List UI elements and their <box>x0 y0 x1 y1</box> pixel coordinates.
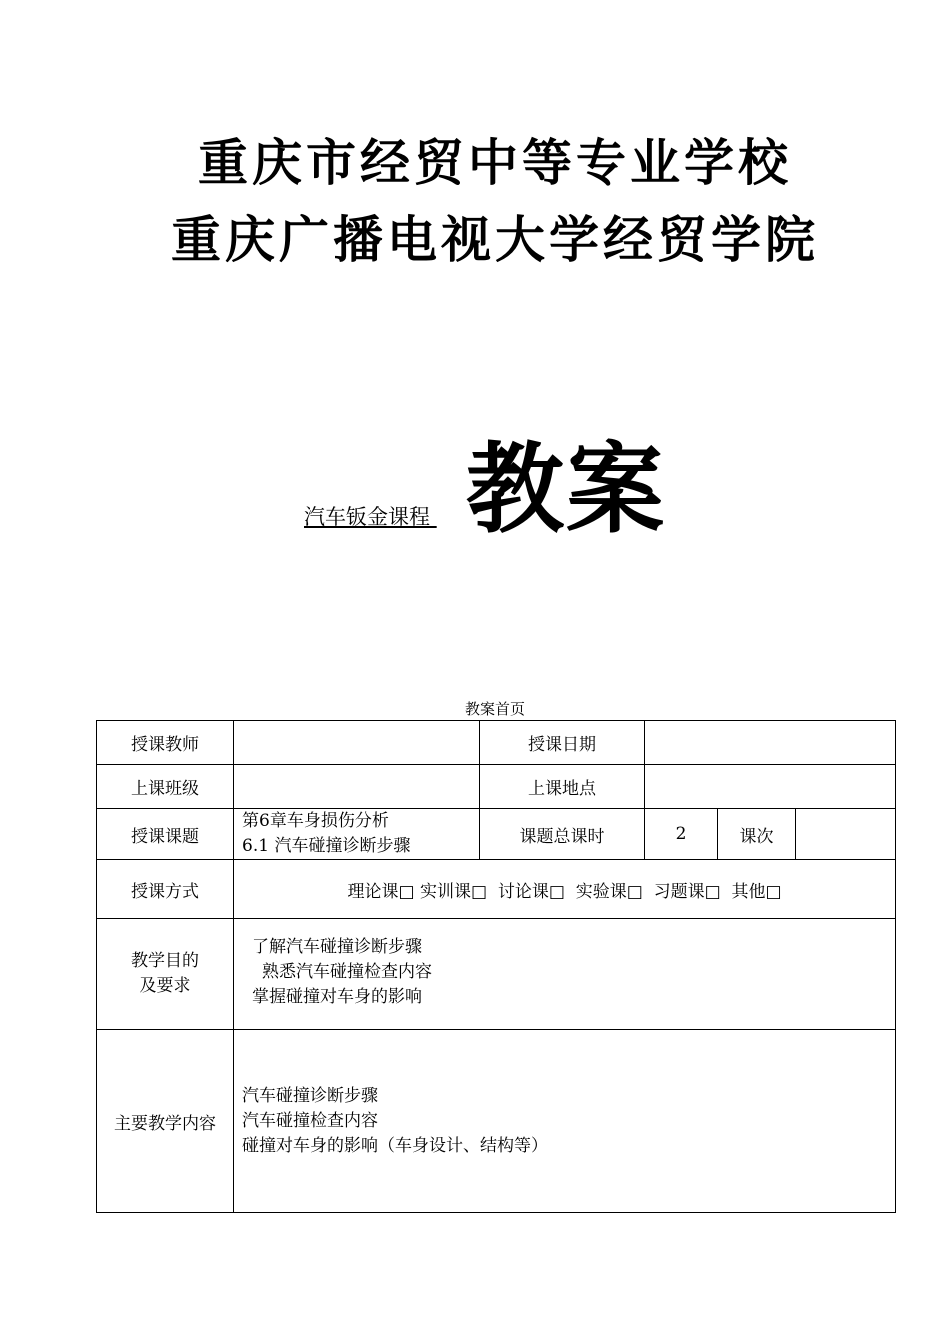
lesson-plan-table <box>96 720 896 1213</box>
table-row-teacher <box>97 721 896 765</box>
teacher-value <box>234 721 480 765</box>
table-row-topic <box>97 809 896 860</box>
school-name-line-2: 重庆广播电视大学经贸学院 <box>171 211 819 269</box>
teacher-label: 授课教师 <box>97 721 234 765</box>
class-label: 上课班级 <box>97 765 234 809</box>
location-value <box>645 765 896 809</box>
topic-value <box>234 809 480 860</box>
objectives-label <box>97 919 234 1030</box>
date-label: 授课日期 <box>480 721 645 765</box>
table-row-class <box>97 765 896 809</box>
topic-label: 授课课题 <box>97 809 234 860</box>
objectives-content <box>234 919 896 1030</box>
class-value <box>234 765 480 809</box>
content-label: 主要教学内容 <box>97 1030 234 1213</box>
course-name: 汽车钣金课程 <box>304 505 437 529</box>
total-hours-label: 课题总课时 <box>480 809 645 860</box>
objective-item: 了解汽车碰撞诊断步骤 <box>252 937 422 957</box>
content-item: 汽车碰撞检查内容 <box>242 1110 378 1131</box>
school-name-line-1: 重庆市经贸中等专业学校 <box>198 134 792 192</box>
topic-line: 第6章车身损伤分析 <box>242 811 389 831</box>
table-caption: 教案首页 <box>464 700 525 718</box>
objectives-label-line: 及要求 <box>139 976 191 996</box>
table-row-content <box>97 1030 896 1213</box>
document-type-title: 教案 <box>466 433 667 547</box>
content-item: 碰撞对车身的影响（车身设计、结构等） <box>242 1135 548 1156</box>
objective-item: 掌握碰撞对车身的影响 <box>252 987 422 1007</box>
topic-line: 6.1 汽车碰撞诊断步骤 <box>242 836 411 856</box>
content-item: 汽车碰撞诊断步骤 <box>242 1085 378 1106</box>
objectives-label-line: 教学目的 <box>131 951 199 971</box>
session-label: 课次 <box>718 809 796 860</box>
method-label: 授课方式 <box>97 860 234 919</box>
date-value <box>645 721 896 765</box>
method-options: 理论课□ 实训课□ 讨论课□ 实验课□ 习题课□ 其他□ <box>234 860 896 919</box>
table-row-objectives <box>97 919 896 1030</box>
content-body <box>234 1030 896 1213</box>
session-value <box>796 809 896 860</box>
location-label: 上课地点 <box>480 765 645 809</box>
total-hours-value: 2 <box>645 809 718 860</box>
table-row-method <box>97 860 896 919</box>
objective-item: 熟悉汽车碰撞检查内容 <box>262 962 432 982</box>
